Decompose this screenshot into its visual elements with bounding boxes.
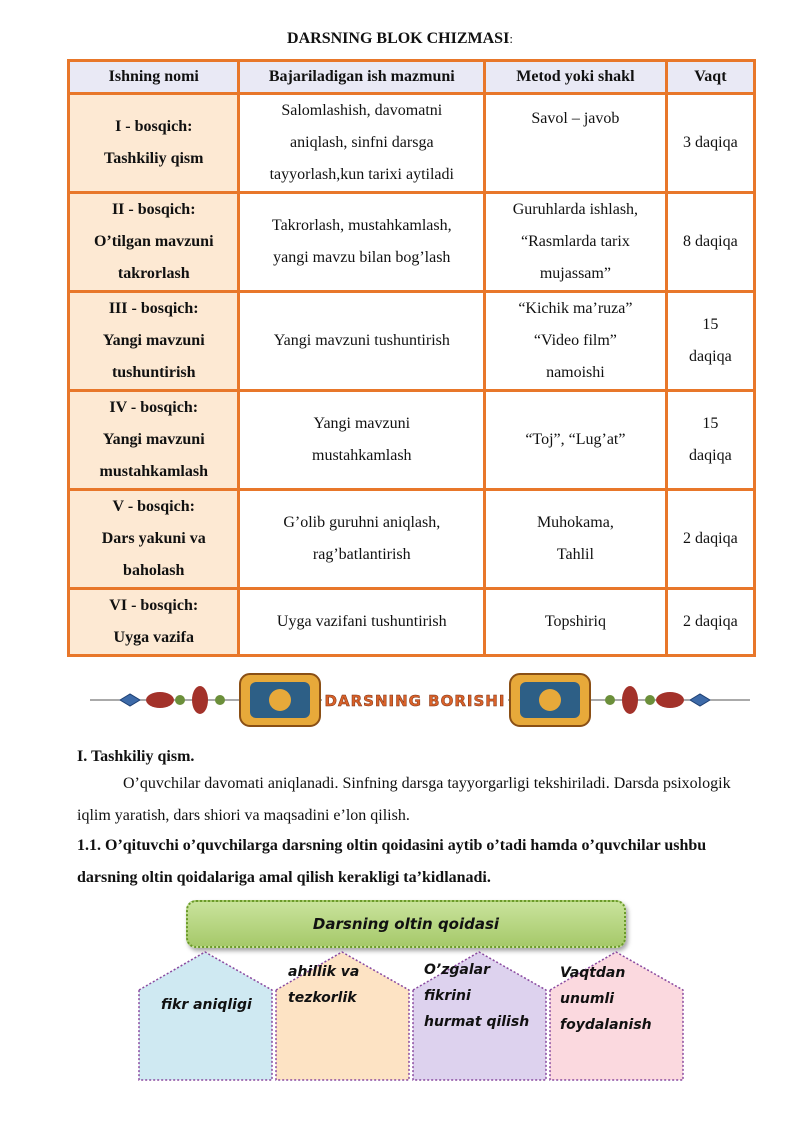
- column-header: Metod yoki shakl: [486, 62, 665, 92]
- table-row: [70, 293, 753, 389]
- time-cell: 8 daqiqa: [668, 194, 753, 290]
- method-cell: Savol – javob: [486, 95, 665, 191]
- stage-cell: I - bosqich: Tashkiliy qism: [70, 95, 237, 191]
- content-cell: G’olib guruhni aniqlash, rag’batlantirish: [240, 491, 483, 587]
- content-cell: Salomlashish, davomatni aniqlash, sinfni darsga tayyorlash,kun tarixi aytiladi: [240, 95, 483, 191]
- table-row: [70, 590, 753, 654]
- time-cell: 3 daqiqa: [668, 95, 753, 191]
- stage-cell: IV - bosqich: Yangi mavzuni mustahkamlash: [70, 392, 237, 488]
- stage-cell: V - bosqich: Dars yakuni va baholash: [70, 491, 237, 587]
- rule-text: Vaqtdan unumli foydalanish: [560, 965, 652, 1033]
- stage-cell: II - bosqich: O’tilgan mavzuni takrorlash: [70, 194, 237, 290]
- rule-card: [274, 950, 411, 1082]
- time-cell: 2 daqiqa: [668, 491, 753, 587]
- table-row: [70, 491, 753, 587]
- banner-text: DARSNING BORISHI: [324, 692, 506, 710]
- instruction-paragraph: 1.1. O’qituvchi o’quvchilarga darsning oltin qoidasini aytib o’tadi hamda o’quvchilar ushbu darsning oltin qoidalariga amal qilish kerakligi ta’kidlanadi.: [77, 837, 707, 886]
- rule-card: [548, 950, 685, 1082]
- table-row: [70, 392, 753, 488]
- golden-rule-header: Darsning oltin qoidasi: [186, 900, 626, 948]
- rule-text: fikr aniqligi: [161, 997, 252, 1013]
- stage-cell: III - bosqich: Yangi mavzuni tushuntirish: [70, 293, 237, 389]
- section-title: I. Tashkiliy qism.: [77, 748, 195, 765]
- table-row: [70, 194, 753, 290]
- content-cell: Uyga vazifani tushuntirish: [240, 590, 483, 654]
- content-cell: Takrorlash, mustahkamlash, yangi mavzu bilan bog’lash: [240, 194, 483, 290]
- time-cell: 15 daqiqa: [668, 392, 753, 488]
- column-header: Bajariladigan ish mazmuni: [240, 62, 483, 92]
- page-title: DARSNING BLOK CHIZMASI:: [287, 30, 513, 47]
- rule-text: ahillik va tezkorlik: [288, 964, 360, 1006]
- method-cell: Guruhlarda ishlash, “Rasmlarda tarix mujassam”: [486, 194, 665, 290]
- table-header-row: [70, 62, 753, 92]
- ornament-graphic: [90, 672, 750, 728]
- column-header: Vaqt: [668, 62, 753, 92]
- stage-cell: VI - bosqich: Uyga vazifa: [70, 590, 237, 654]
- method-cell: Topshiriq: [486, 590, 665, 654]
- method-cell: “Kichik ma’ruza” “Video film” namoishi: [486, 293, 665, 389]
- section-banner: [90, 672, 750, 728]
- method-cell: Muhokama, Tahlil: [486, 491, 665, 587]
- rule-card: [411, 950, 548, 1082]
- content-cell: Yangi mavzuni tushuntirish: [240, 293, 483, 389]
- column-header: Ishning nomi: [70, 62, 237, 92]
- lesson-plan-table: [67, 59, 756, 657]
- time-cell: 2 daqiqa: [668, 590, 753, 654]
- table-row: [70, 95, 753, 191]
- time-cell: 15 daqiqa: [668, 293, 753, 389]
- rule-card: [137, 950, 274, 1082]
- method-cell: “Toj”, “Lug’at”: [486, 392, 665, 488]
- rule-text: O’zgalar fikrini hurmat qilish: [424, 962, 530, 1030]
- content-cell: Yangi mavzuni mustahkamlash: [240, 392, 483, 488]
- section-paragraph: O’quvchilar davomati aniqlanadi. Sinfning darsga tayyorgarligi tekshiriladi. Darsda psixologik iqlim yaratish, dars shiori va maqsadini e’lon qilish.: [77, 775, 731, 824]
